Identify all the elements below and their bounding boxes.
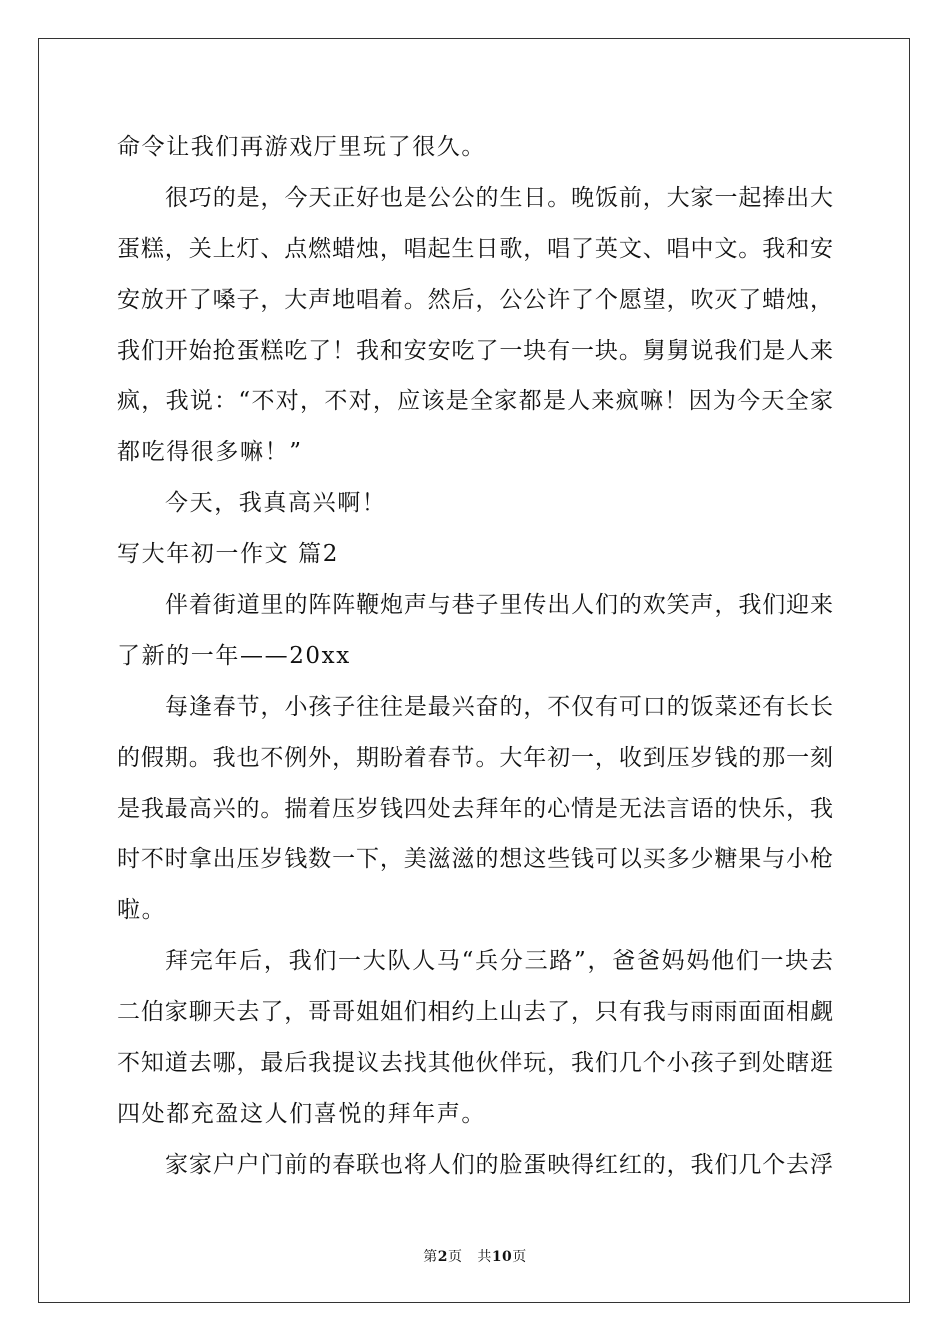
text-line: 疯，我说：“不对，不对，应该是全家都是人来疯嘛！因为今天全家	[117, 388, 833, 415]
page-footer	[0, 1247, 950, 1267]
text-line: 都吃得很多嘛！”	[117, 439, 303, 466]
text-line: 时不时拿出压岁钱数一下，美滋滋的想这些钱可以买多少糖果与小枪	[117, 846, 833, 873]
text-line: 很巧的是，今天正好也是公公的生日。晚饭前，大家一起捧出大	[165, 184, 833, 211]
text-line: 啦。	[117, 897, 167, 924]
total-suffix: 页	[512, 1249, 527, 1265]
text-line: 命令让我们再游戏厅里玩了很久。	[117, 134, 486, 160]
page-suffix: 页	[447, 1249, 463, 1265]
text-line: 每逢春节，小孩子往往是最兴奋的，不仅有可口的饭菜还有长长	[165, 693, 833, 720]
total-pages: 10	[491, 1249, 513, 1265]
total-prefix: 共	[477, 1249, 492, 1265]
text-line: 拜完年后，我们一大队人马“兵分三路”，爸爸妈妈他们一块去	[165, 948, 833, 975]
text-line: 是我最高兴的。揣着压岁钱四处去拜年的心情是无法言语的快乐，我	[117, 795, 833, 822]
page-prefix: 第	[423, 1249, 438, 1265]
page-number: 2	[437, 1249, 448, 1265]
text-line: 安放开了嗓子，大声地唱着。然后，公公许了个愿望，吹灭了蜡烛，	[117, 286, 833, 313]
text-line: 我们开始抢蛋糕吃了！我和安安吃了一块有一块。舅舅说我们是人来	[117, 337, 833, 364]
text-line: 今天，我真高兴啊！	[165, 490, 387, 517]
text-line: 的假期。我也不例外，期盼着春节。大年初一，收到压岁钱的那一刻	[117, 744, 833, 771]
text-line: 不知道去哪，最后我提议去找其他伙伴玩，我们几个小孩子到处瞎逛	[117, 1050, 833, 1077]
text-line: 了新的一年——20xx	[117, 642, 351, 669]
text-line: 家家户户门前的春联也将人们的脸蛋映得红红的，我们几个去浮	[165, 1151, 833, 1178]
text-line: 伴着街道里的阵阵鞭炮声与巷子里传出人们的欢笑声，我们迎来	[165, 592, 833, 619]
text-line: 四处都充盈这人们喜悦的拜年声。	[117, 1100, 486, 1127]
document-body	[117, 122, 833, 1191]
text-line: 写大年初一作文 篇2	[117, 541, 339, 568]
text-line: 二伯家聊天去了，哥哥姐姐们相约上山去了，只有我与雨雨面面相觑	[117, 999, 833, 1026]
text-line: 蛋糕，关上灯、点燃蜡烛，唱起生日歌，唱了英文、唱中文。我和安	[117, 235, 833, 262]
